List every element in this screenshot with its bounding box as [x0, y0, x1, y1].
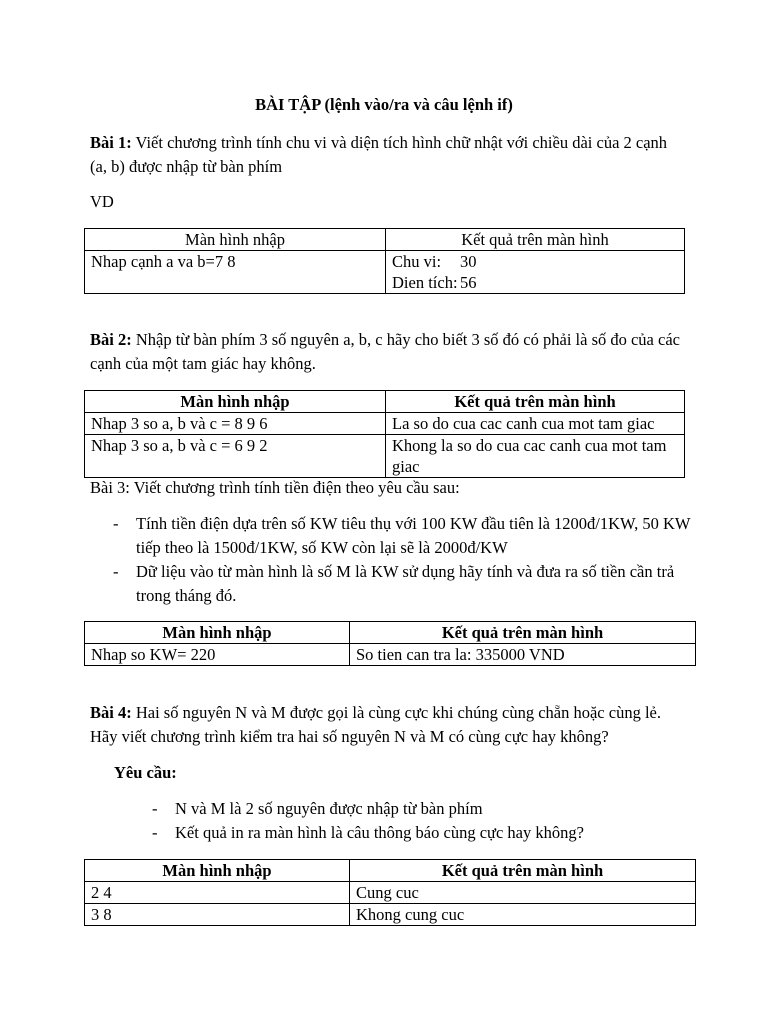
table-row	[85, 413, 685, 435]
page-title: BÀI TẬP (lệnh vào/ra và câu lệnh if)	[255, 95, 513, 114]
bai3-bullet-2	[113, 560, 693, 610]
bai4-bullet-1-text: N và M là 2 số nguyên được nhập từ bàn phím	[175, 799, 483, 818]
bai4-yeucau: Yêu cầu:	[114, 763, 177, 782]
bai1-output-cell	[386, 251, 685, 294]
bai1-out2-val: 56	[460, 273, 477, 292]
bai4-row1-output: Cung cuc	[350, 882, 696, 904]
bai2-table	[84, 390, 685, 478]
bai3-bullet-1-text: Tính tiền điện dựa trên số KW tiêu thụ với 100 KW đầu tiên là 1200đ/1KW, 50 KW tiếp theo là 1500đ/1KW, số KW còn lại sẽ là 2000đ/KW	[136, 514, 691, 557]
bai4-text: Hai số nguyên N và M được gọi là cùng cực khi chúng cùng chẵn hoặc cùng lẻ. Hãy viết chương trình kiểm tra hai số nguyên N và M có cùng cực hay không?	[90, 703, 661, 746]
bai3-col1-header: Màn hình nhập	[85, 622, 350, 644]
bullet-dash: -	[152, 823, 158, 842]
bai2-row1-output: La so do cua cac canh cua mot tam giac	[386, 413, 685, 435]
bai2-row1-input: Nhap 3 so a, b và c = 8 9 6	[85, 413, 386, 435]
bai4-table	[84, 859, 696, 926]
bai2-col2-header: Kết quả trên màn hình	[386, 391, 685, 413]
bai4-row2-output: Khong cung cuc	[350, 904, 696, 926]
bai1-out2-key: Dien tích:	[392, 273, 458, 292]
bai4-bullet-2	[152, 821, 692, 845]
table-row	[85, 882, 696, 904]
bai1-col1-header: Màn hình nhập	[85, 229, 386, 251]
table-row	[85, 644, 696, 666]
bai1-text: Viết chương trình tính chu vi và diện tích hình chữ nhật với chiều dài của 2 cạnh (a, b) được nhập từ bàn phím	[90, 133, 668, 176]
bai4-bullet-2-text: Kết quả in ra màn hình là câu thông báo cùng cực hay không?	[175, 823, 584, 842]
bai1-table	[84, 228, 685, 294]
bullet-dash: -	[152, 799, 158, 818]
table-row	[85, 251, 685, 294]
bai2-paragraph	[90, 328, 682, 376]
bai1-out1-val: 30	[460, 252, 477, 271]
bai3-heading: Bài 3: Viết chương trình tính tiền điện theo yêu cầu sau:	[90, 478, 460, 497]
bai2-text: Nhập từ bàn phím 3 số nguyên a, b, c hãy cho biết 3 số đó có phải là số đo của các cạnh của một tam giác hay không.	[90, 330, 680, 373]
bai3-output-cell: So tien can tra la: 335000 VND	[350, 644, 696, 666]
bai1-paragraph	[90, 131, 682, 179]
bai1-vd: VD	[90, 192, 114, 211]
bullet-dash: -	[113, 562, 119, 581]
bai4-col2-header: Kết quả trên màn hình	[350, 860, 696, 882]
bullet-dash: -	[113, 514, 119, 533]
bai4-row1-input: 2 4	[85, 882, 350, 904]
bai3-input-cell: Nhap so KW= 220	[85, 644, 350, 666]
bai3-col2-header: Kết quả trên màn hình	[350, 622, 696, 644]
table-row	[85, 904, 696, 926]
bai3-bullet-2-text: Dữ liệu vào từ màn hình là số M là KW sử dụng hãy tính và đưa ra số tiền cần trả trong tháng đó.	[136, 562, 675, 605]
bai4-row2-input: 3 8	[85, 904, 350, 926]
bai4-label: Bài 4:	[90, 703, 132, 722]
bai1-input-cell: Nhap cạnh a va b=7 8	[85, 251, 386, 294]
bai2-col1-header: Màn hình nhập	[85, 391, 386, 413]
bai1-out1-key: Chu vi:	[392, 252, 442, 271]
bai4-paragraph	[90, 701, 690, 749]
bai1-label: Bài 1:	[90, 133, 132, 152]
bai4-col1-header: Màn hình nhập	[85, 860, 350, 882]
bai3-table	[84, 621, 696, 666]
table-row	[85, 435, 685, 478]
bai2-row2-output: Khong la so do cua cac canh cua mot tam giac	[386, 435, 685, 478]
bai2-row2-input: Nhap 3 so a, b và c = 6 9 2	[85, 435, 386, 478]
bai3-bullet-1	[113, 512, 693, 562]
bai2-label: Bài 2:	[90, 330, 132, 349]
bai1-col2-header: Kết quả trên màn hình	[386, 229, 685, 251]
bai4-bullet-1	[152, 797, 692, 821]
